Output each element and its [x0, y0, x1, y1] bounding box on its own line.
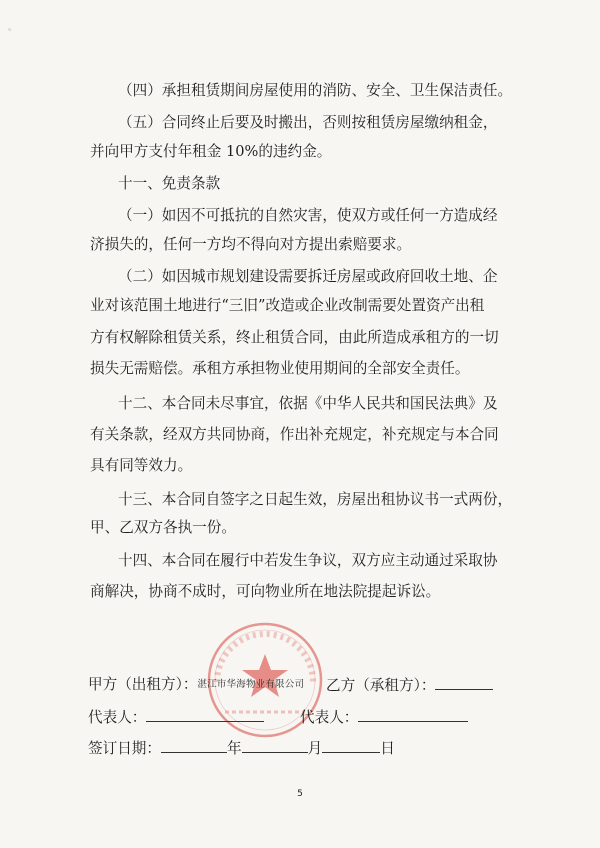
s11-2-line2: 业对该范围土地进行“三旧”改造或企业改制需要处置资产出租	[90, 297, 485, 314]
party-b-blank[interactable]	[435, 675, 493, 690]
s14-line1: 十四、本合同在履行中若发生争议，双方应主动通过采取协	[118, 552, 498, 569]
s12-line2: 有关条款，经双方共同协商，作出补充规定，补充规定与本合同	[90, 426, 499, 443]
rep-a-label: 代表人：	[88, 709, 147, 726]
s14-line2: 商解决，协商不成时，可向物业所在地法院提起诉讼。	[90, 583, 441, 600]
corner-mark: 。	[8, 23, 18, 33]
rep-a-row	[88, 707, 264, 728]
page-number: 5	[297, 789, 303, 799]
clause-4: （四）承担租赁期间房屋使用的消防、安全、卫生保洁责任。	[118, 82, 513, 99]
year-blank[interactable]	[161, 738, 227, 753]
s11-2-line1: （二）如因城市规划建设需要拆迁房屋或政府回收土地、企	[118, 268, 498, 285]
s12-line1: 十二、本合同未尽事宜，依据《中华人民共和国民法典》及	[118, 395, 498, 412]
month-blank[interactable]	[242, 738, 308, 753]
day-blank[interactable]	[322, 738, 380, 753]
s11-2-line4: 损失无需赔偿。承租方承担物业使用期间的全部安全责任。	[90, 360, 470, 377]
party-b-label: 乙方（承租方）：	[326, 677, 436, 694]
s12-line3: 具有同等效力。	[90, 457, 193, 474]
s11-2-line3: 方有权解除租赁关系，终止租赁合同，由此所造成承租方的一切	[90, 329, 499, 346]
s11-1-line2: 济损失的，任何一方均不得向对方提出索赔要求。	[90, 236, 412, 253]
party-a-label: 甲方（出租方）：	[88, 676, 198, 693]
party-b-row	[326, 675, 493, 696]
month-label: 月	[307, 740, 323, 757]
clause-5-line2: 并向甲方支付年租金 10%的违约金。	[90, 143, 332, 160]
rep-b-blank[interactable]	[358, 707, 468, 722]
s13-line2: 甲、乙双方各执一份。	[90, 519, 236, 536]
sign-date-row	[88, 738, 395, 759]
rep-b-row	[300, 707, 468, 728]
party-a-company: 湛江市华海物业有限公司	[197, 679, 305, 690]
s11-1-line1: （一）如因不可抵抗的自然灾害，使双方或任何一方造成经	[118, 207, 498, 224]
year-label: 年	[226, 740, 242, 757]
rep-a-blank[interactable]	[146, 707, 264, 722]
clause-5-line1: （五）合同终止后要及时搬出，否则按租赁房屋缴纳租金，	[118, 114, 498, 131]
section-11-title: 十一、免责条款	[118, 175, 221, 192]
s13-line1: 十三、本合同自签字之日起生效，房屋出租协议书一式两份，	[118, 491, 513, 508]
day-label: 日	[380, 740, 395, 757]
rep-b-label: 代表人：	[300, 709, 359, 726]
date-label: 签订日期：	[88, 740, 161, 757]
party-a-row	[88, 675, 304, 697]
